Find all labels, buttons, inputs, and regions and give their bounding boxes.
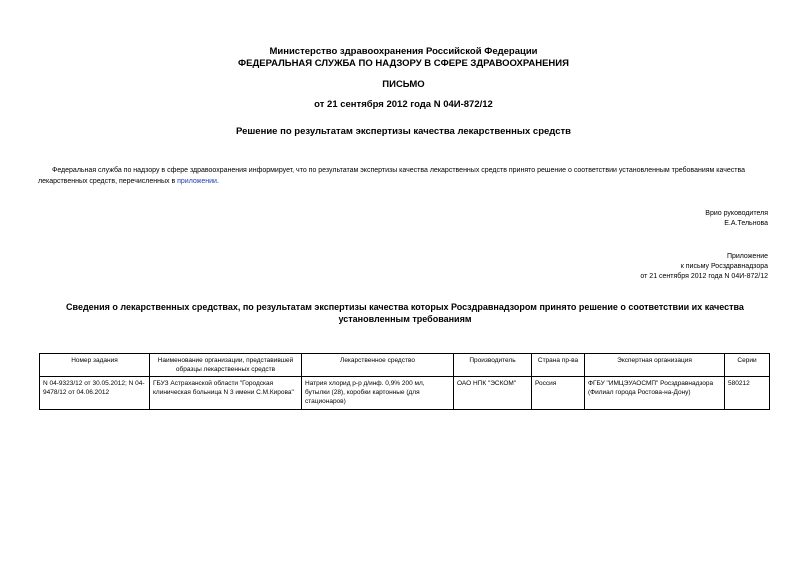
letter-body-end: . xyxy=(216,178,219,185)
table-header-row xyxy=(40,354,770,377)
service-name: ФЕДЕРАЛЬНАЯ СЛУЖБА ПО НАДЗОРУ В СФЕРЕ ЗДРАВООХРАНЕНИЯ xyxy=(238,58,569,69)
column-header: Страна пр-ва xyxy=(532,354,585,377)
table-row xyxy=(40,377,770,410)
letter-body-text: Федеральная служба по надзору в сфере здравоохранения информирует, что по результатам экспертизы качества лекарственных средств принято решение о соответствии установленным требованиям качества лекарственных средств, перечисленных в xyxy=(38,167,746,185)
table-cell: Россия xyxy=(532,377,585,410)
column-header: Серии xyxy=(725,354,770,377)
letter-body xyxy=(38,165,768,187)
signature-name: Е.А.Тельнова xyxy=(724,220,768,227)
appendix-label: Приложение xyxy=(726,253,768,260)
appendix-link[interactable]: приложении xyxy=(177,178,217,185)
document-date-number: от 21 сентября 2012 года N 04И-872/12 xyxy=(314,99,493,110)
column-header: Лекарственное средство xyxy=(302,354,454,377)
appendix-date: от 21 сентября 2012 года N 04И-872/12 xyxy=(640,273,768,280)
table-cell: Натрия хлорид р-р д/инф. 0,9% 200 мл, бутылки (28), коробки картонные (для стационаров) xyxy=(302,377,454,410)
table-cell: ФГБУ "ИМЦЭУАОСМП" Росздравнадзора (Филиал города Ростова-на-Дону) xyxy=(585,377,725,410)
column-header: Номер задания xyxy=(40,354,150,377)
table-cell: N 04-9323/12 от 30.05.2012; N 04-9478/12 от 04.06.2012 xyxy=(40,377,150,410)
table-cell: 580212 xyxy=(725,377,770,410)
table-cell: ГБУЗ Астраханской области "Городская клиническая больница N 3 имени С.М.Кирова" xyxy=(150,377,302,410)
medicines-table xyxy=(39,353,770,410)
table-cell: ОАО НПК "ЭСКОМ" xyxy=(454,377,532,410)
signature-position: Врио руководителя xyxy=(705,210,768,217)
document-type: ПИСЬМО xyxy=(382,79,425,90)
column-header: Производитель xyxy=(454,354,532,377)
column-header: Наименование организации, представившей образцы лекарственных средств xyxy=(150,354,302,377)
document-subject: Решение по результатам экспертизы качества лекарственных средств xyxy=(236,126,571,137)
appendix-reference: к письму Росздравнадзора xyxy=(680,263,768,270)
info-table-title: Сведения о лекарственных средствах, по результатам экспертизы качества которых Росздравнадзором принято решение о соответствии их качества установленным требованиям xyxy=(66,302,744,324)
column-header: Экспертная организация xyxy=(585,354,725,377)
ministry-name: Министерство здравоохранения Российской Федерации xyxy=(269,46,538,57)
